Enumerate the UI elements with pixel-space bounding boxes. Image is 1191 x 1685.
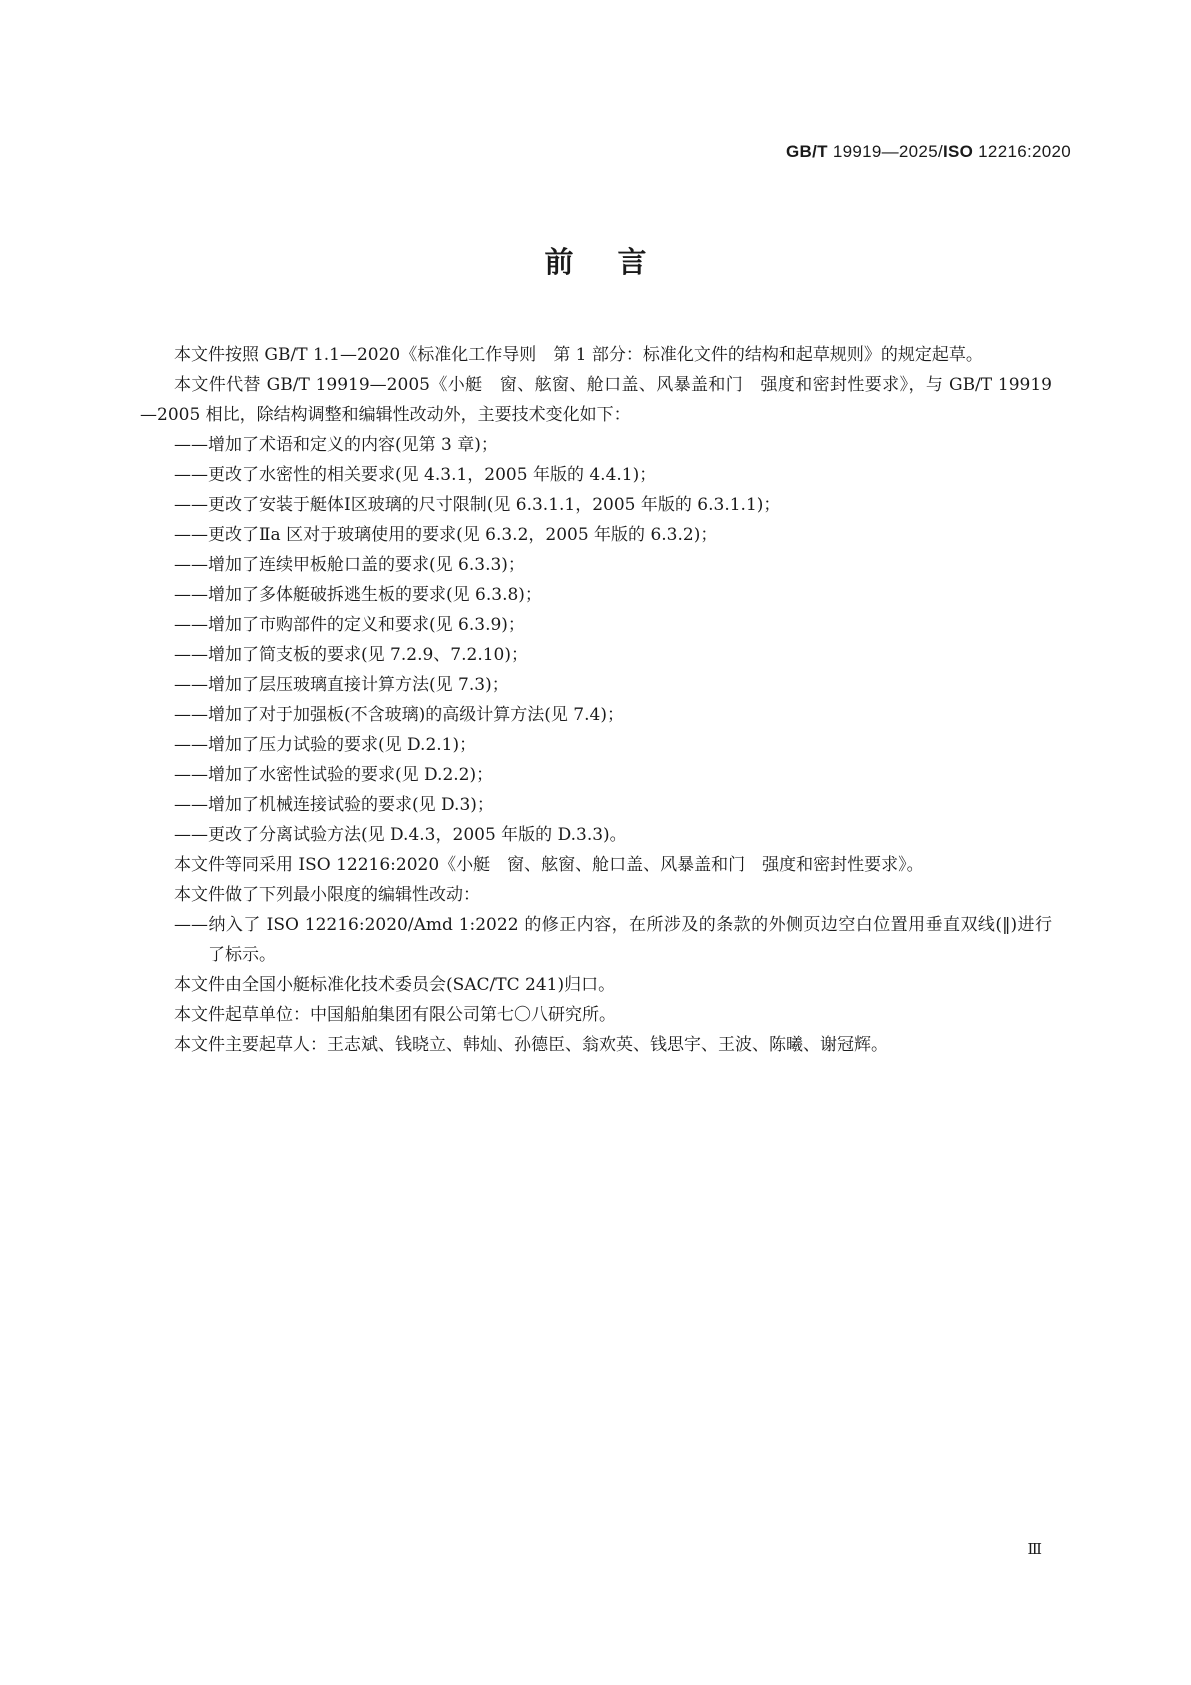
list-item: ——增加了压力试验的要求(见 D.2.1)； — [174, 735, 477, 755]
list-item: ——增加了连续甲板舱口盖的要求(见 6.3.3)； — [174, 555, 525, 575]
paragraph-replacement: 本文件代替 GB/T 19919—2005《小艇 窗、舷窗、舱口盖、风暴盖和门 强度和密封性要求》，与 GB/T 19919—2005 相比，除结构调整和编辑性改动外，主要技术变化如下： — [140, 375, 1052, 425]
paragraph-drafting-organization: 本文件起草单位：中国船舶集团有限公司第七〇八研究所。 — [174, 1005, 616, 1025]
list-item: ——增加了机械连接试验的要求(见 D.3)； — [174, 795, 494, 815]
paragraph-drafting-rules: 本文件按照 GB/T 1.1—2020《标准化工作导则 第 1 部分：标准化文件的结构和起草规则》的规定起草。 — [174, 345, 983, 365]
paragraph-identical-adoption: 本文件等同采用 ISO 12216:2020《小艇 窗、舷窗、舱口盖、风暴盖和门 强度和密封性要求》。 — [174, 855, 924, 875]
paragraph-drafters: 本文件主要起草人：王志斌、钱晓立、韩灿、孙德臣、翁欢英、钱思宇、王波、陈曦、谢冠辉。 — [174, 1035, 888, 1055]
list-item: ——更改了Ⅱa 区对于玻璃使用的要求(见 6.3.2，2005 年版的 6.3.2)； — [174, 525, 718, 545]
list-item: ——更改了分离试验方法(见 D.4.3，2005 年版的 D.3.3)。 — [174, 825, 627, 845]
standard-code-iso: ISO — [942, 142, 974, 161]
list-item: ——增加了术语和定义的内容(见第 3 章)； — [174, 435, 498, 455]
page-title: 前言 — [544, 245, 691, 279]
standard-code-iso-number: 12216:2020 — [973, 142, 1071, 161]
page-number: Ⅲ — [1027, 1540, 1043, 1558]
list-item: ——增加了市购部件的定义和要求(见 6.3.9)； — [174, 615, 525, 635]
list-item: ——增加了简支板的要求(见 7.2.9、7.2.10)； — [174, 645, 528, 665]
paragraph-editorial-changes: 本文件做了下列最小限度的编辑性改动： — [174, 885, 480, 905]
list-item: ——纳入了 ISO 12216:2020/Amd 1:2022 的修正内容，在所涉及的条款的外侧页边空白位置用垂直双线(‖)进行了标示。 — [174, 915, 1052, 965]
list-item: ——增加了层压玻璃直接计算方法(见 7.3)； — [174, 675, 509, 695]
list-item: ——增加了对于加强板(不含玻璃)的高级计算方法(见 7.4)； — [174, 705, 624, 725]
list-item: ——增加了多体艇破拆逃生板的要求(见 6.3.8)； — [174, 585, 542, 605]
standard-code-number: 19919—2025/ — [827, 142, 943, 161]
standard-code-header — [786, 142, 1071, 162]
list-item: ——更改了安装于艇体Ⅰ区玻璃的尺寸限制(见 6.3.1.1，2005 年版的 6.3.1.1)； — [174, 495, 781, 515]
foreword-body — [140, 340, 1052, 1060]
standard-code-prefix: GB/T — [786, 142, 828, 161]
paragraph-responsible-committee: 本文件由全国小艇标准化技术委员会(SAC/TC 241)归口。 — [174, 975, 616, 995]
list-item: ——增加了水密性试验的要求(见 D.2.2)； — [174, 765, 494, 785]
list-item: ——更改了水密性的相关要求(见 4.3.1，2005 年版的 4.4.1)； — [174, 465, 657, 485]
